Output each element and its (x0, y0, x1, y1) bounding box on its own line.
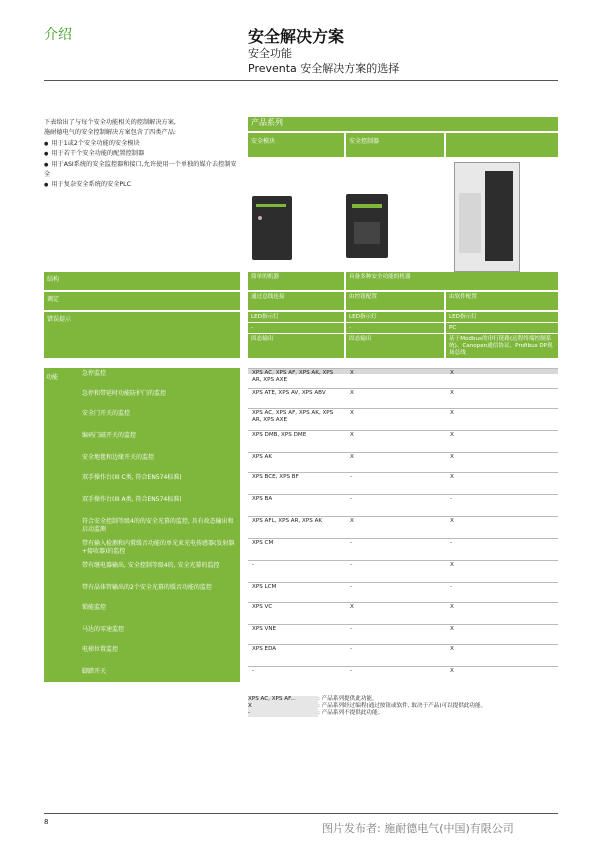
function-plc-value: X (450, 432, 454, 438)
function-controller-value: - (350, 646, 353, 652)
legend-key: - (248, 710, 318, 717)
page-title: 安全解决方案 (248, 27, 345, 46)
function-name: 安全地毯和边缘开关的监控 (82, 454, 155, 461)
legend-key: XPS AC, XPS AF... (248, 696, 318, 703)
section-title: 介绍 (44, 27, 72, 43)
row-divider (248, 602, 558, 603)
row-divider (248, 388, 558, 389)
function-controller-value: - (350, 496, 353, 502)
row-divider (248, 624, 558, 625)
function-controller-value: - (350, 540, 353, 546)
legend-row (248, 703, 558, 710)
function-plc-value: - (450, 584, 453, 590)
function-module-value: XPS AFL, XPS AR, XPS AK (252, 518, 323, 524)
function-name: 双手操作台(III C类, 符合EN574标准) (82, 474, 182, 481)
function-controller-value: X (350, 454, 354, 460)
function-plc-value: X (450, 454, 454, 460)
row-divider (248, 666, 558, 667)
series-col-safety-controller: 安全控制器 (346, 133, 444, 157)
row-divider (248, 472, 558, 473)
row-divider (248, 408, 558, 409)
function-name: 编码门磁开关的监控 (82, 432, 137, 439)
function-name: 带有晶体管输出的2个安全光幕的缓音功能的监控 (82, 584, 212, 591)
prop-value: 通过总线连接 (248, 292, 344, 310)
prop-value: 简单的机器 (248, 272, 344, 290)
function-module-value: XPS EDA (252, 646, 277, 652)
function-plc-value: X (450, 390, 454, 396)
function-module-value: XPS ATE, XPS AV, XPS ABV (252, 390, 326, 396)
intro-text (44, 118, 242, 191)
legend-row (248, 696, 558, 703)
footer-rule (44, 813, 558, 814)
prop-value: LED指示灯 (248, 312, 344, 322)
function-module-value: XPS BA (252, 496, 273, 502)
function-module-value: XPS DMB, XPS DME (252, 432, 307, 438)
safety-controller-image (346, 194, 388, 258)
function-controller-value: - (350, 668, 353, 674)
intro-bullet: ● 用于若干个安全功能的配置控制器 (44, 149, 242, 159)
function-plc-value: - (450, 540, 453, 546)
function-name: 安全门开关的监控 (82, 410, 131, 417)
prop-value: - (346, 323, 444, 333)
prop-value: - (248, 323, 344, 333)
intro-bullet: ● 用于复杂安全系统的安全PLC (44, 180, 242, 190)
function-controller-value: - (350, 626, 353, 632)
function-controller-value: - (350, 584, 353, 590)
intro-bullet: ● 用于ASI系统的安全监控器和接口,允许使用一个单独的媒介去控制安全 (44, 160, 242, 181)
prop-value: 由控钮配置 (346, 292, 444, 310)
function-plc-value: X (450, 646, 454, 652)
function-module-value: XPS BCE, XPS BF (252, 474, 299, 480)
function-name: 符合安全控制等级4的的安全光幕的监控, 具有故态输出和启动监测 (82, 518, 234, 533)
function-plc-value: - (450, 496, 453, 502)
row-divider (248, 430, 558, 431)
legend-key: X (248, 703, 318, 710)
page-subtitle-2: Preventa 安全解决方案的选择 (248, 62, 400, 75)
series-col-plc (446, 133, 558, 157)
function-module-value: XPS LCM (252, 584, 277, 590)
header-rule (44, 80, 558, 81)
function-module-value: XPS AK (252, 454, 273, 460)
prop-label-error-indication: 错误提示 (44, 312, 240, 358)
safety-plc-image (454, 162, 520, 272)
function-heading: 功能 (46, 374, 59, 381)
prop-label-setting: 调定 (44, 292, 240, 310)
function-name: 电梯位置监控 (82, 646, 119, 653)
function-plc-value: X (450, 518, 454, 524)
function-plc-value: X (450, 562, 454, 568)
function-module-value: XPS VNE (252, 626, 277, 632)
function-controller-value: X (350, 432, 354, 438)
function-name: 双手操作台(III A类, 符合EN574标准) (82, 496, 182, 503)
row-divider (248, 452, 558, 453)
function-controller-value: - (350, 562, 353, 568)
intro-bullet: ● 用于1或2个安全功能的安全模块 (44, 139, 242, 149)
series-header: 产品系列 (248, 117, 558, 131)
legend (248, 696, 558, 717)
function-plc-value: X (450, 626, 454, 632)
function-module-value: - (252, 562, 255, 568)
function-controller-value: - (350, 474, 353, 480)
function-controller-value: X (350, 410, 354, 416)
function-controller-value: X (350, 390, 354, 396)
row-divider (248, 538, 558, 539)
prop-value: 具备多种安全功能的机器 (346, 272, 558, 290)
prop-value: 基于Modbus的串行链路(远程终端控制系统)、Canopen通信协议、Profibus DP现场总线 (446, 334, 558, 358)
prop-value: LED指示灯 (346, 312, 444, 322)
function-name: 脚踏开关 (82, 668, 107, 675)
row-divider (248, 582, 558, 583)
function-name: 急停监控 (82, 370, 107, 377)
function-plc-value: X (450, 668, 454, 674)
page-number: 8 (44, 818, 49, 826)
function-name: 急停和带延时功能防护门的监控 (82, 390, 167, 397)
series-col-safety-module: 安全模块 (248, 133, 344, 157)
function-plc-value: X (450, 410, 454, 416)
publisher-watermark: 图片发布者: 施耐德电气(中国)有限公司 (322, 822, 514, 835)
prop-value: 由软件配置 (446, 292, 558, 310)
function-controller-value: X (350, 370, 354, 376)
function-controller-value: X (350, 604, 354, 610)
function-module-value: XPS AC, XPS AF, XPS AK, XPS AR, XPS AXE (252, 410, 334, 423)
prop-value: 固态输出 (248, 334, 344, 358)
function-name: 锁能监控 (82, 604, 107, 611)
row-divider (248, 516, 558, 517)
function-plc-value: X (450, 370, 454, 376)
function-name: 马达的零速监控 (82, 626, 125, 633)
legend-text: : 产品系列不提供此功能。 (318, 710, 384, 716)
function-module-value: - (252, 668, 255, 674)
function-plc-value: X (450, 604, 454, 610)
prop-label-structure: 结构 (44, 272, 240, 290)
row-divider (248, 368, 558, 369)
intro-line: 施耐德电气的安全控制解决方案包含了四类产品: (44, 129, 177, 137)
legend-row (248, 710, 558, 717)
prop-value: LED指示灯 (446, 312, 558, 322)
intro-line: 下表给出了与每个安全功能相关的控制解决方案, (44, 119, 176, 126)
prop-value: PC (446, 323, 558, 333)
function-name: 带有输入检测和内置缓音功能的单光束光电传感器(发射器+接收器)的监控 (82, 540, 235, 555)
row-divider (248, 644, 558, 645)
row-divider (248, 560, 558, 561)
safety-module-image (252, 196, 292, 260)
function-module-value: XPS CM (252, 540, 274, 546)
legend-text: : 产品系列提供此功能。 (318, 696, 378, 702)
legend-text: : 产品系列经过编程(通过按钮或软件, 取决于产品)可以提供此功能。 (318, 703, 487, 709)
function-name: 带有继电器输出, 安全控制等级4的, 安全光幕的监控 (82, 562, 220, 569)
function-controller-value: X (350, 518, 354, 524)
page-subtitle: 安全功能 (248, 47, 292, 60)
function-module-value: XPS AC, XPS AF, XPS AK, XPS AR, XPS AXE (252, 370, 334, 383)
function-plc-value: X (450, 474, 454, 480)
row-divider (248, 494, 558, 495)
prop-value: 固态输出 (346, 334, 444, 358)
function-module-value: XPS VC (252, 604, 273, 610)
